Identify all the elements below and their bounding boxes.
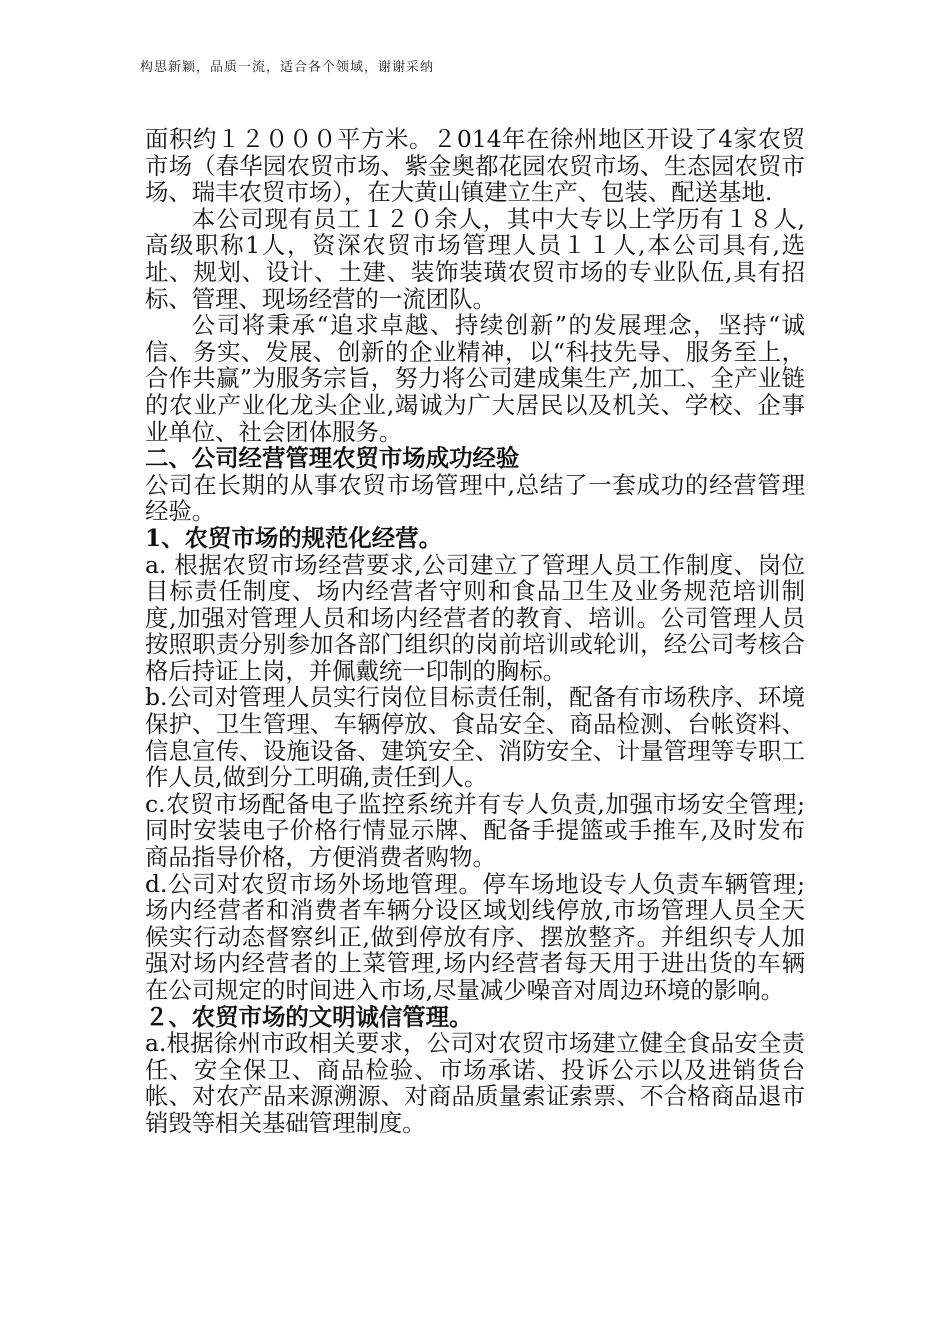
paragraph-item-d: d.公司对农贸市场外场地管理。停车场地设专人负责车辆管理;场内经营者和消费者车辆分设区域划线停放,市场管理人员全天候实行动态督察纠正,做到停放有序、摆放整齐。并组织专人加强对场内经营者的上菜管理,场内经营者每天用于进出货的车辆在公司规定的时间进入市场,尽量减少噪音对周边环境的影响。 — [145, 869, 805, 1004]
paragraph-item-a2: a.根据徐州市政相关要求，公司对农贸市场建立健全食品安全责任、安全保卫、商品检验、市场承诺、投诉公示以及进销货台帐、对农产品来源溯源、对商品质量索证索票、不合格商品退市销毁等相关基础管理制度。 — [145, 1029, 805, 1137]
paragraph-experience-intro: 公司在长期的从事农贸市场管理中,总结了一套成功的经营管理经验。 — [145, 470, 805, 526]
paragraph-item-c: c.农贸市场配备电子监控系统并有专人负责,加强市场安全管理; 同时安装电子价格行情显示牌、配备手提篮或手推车,及时发布商品指导价格，方便消费者购物。 — [145, 789, 805, 872]
header-note: 构思新颖，品质一流，适合各个领域，谢谢采纳 — [140, 60, 435, 75]
subheading-civilized-management: ２、农贸市场的文明诚信管理。 — [145, 1002, 473, 1031]
subheading-standardized-operation: 1、农贸市场的规范化经营。 — [145, 523, 442, 552]
paragraph-philosophy: 公司将秉承“追求卓越、持续创新”的发展理念，坚持“诚信、务实、发展、创新的企业精神，以“科技先导、服务至上，合作共赢”为服务宗旨，努力将公司建成集生产,加工、全产业链的农业产业化龙头企业,竭诚为广大居民以及机关、学校、企事业单位、社会团体服务。 — [145, 311, 805, 446]
section-heading-experience: 二、公司经营管理农贸市场成功经验 — [145, 444, 520, 473]
paragraph-company-area: 面积约１２０００平方米。２014年在徐州地区开设了4家农贸市场（春华园农贸市场、紫金奥都花园农贸市场、生态园农贸市场、瑞丰农贸市场），在大黄山镇建立生产、包装、配送基地. — [145, 125, 805, 207]
paragraph-item-b: b.公司对管理人员实行岗位目标责任制，配备有市场秩序、环境保护、卫生管理、车辆停放、食品安全、商品检测、台帐资料、信息宣传、设施设备、建筑安全、消防安全、计量管理等专职工作人员,做到分工明确,责任到人。 — [145, 683, 805, 792]
document-body — [145, 126, 805, 1137]
paragraph-item-a: a. 根据农贸市场经营要求,公司建立了管理人员工作制度、岗位目标责任制度、场内经营者守则和食品卫生及业务规范培训制度,加强对管理人员和场内经营者的教育、培训。公司管理人员按照职责分别参加各部门组织的岗前培训或轮训，经公司考核合格后持证上岗，并佩戴统一印制的胸标。 — [145, 550, 805, 685]
paragraph-staff: 本公司现有员工１２０余人，其中大专以上学历有１８人,高级职称1人，资深农贸市场管理人员１１人,本公司具有,选址、规划、设计、土建、装饰装璜农贸市场的专业队伍,具有招标、管理、现场经营的一流团队。 — [145, 204, 805, 313]
